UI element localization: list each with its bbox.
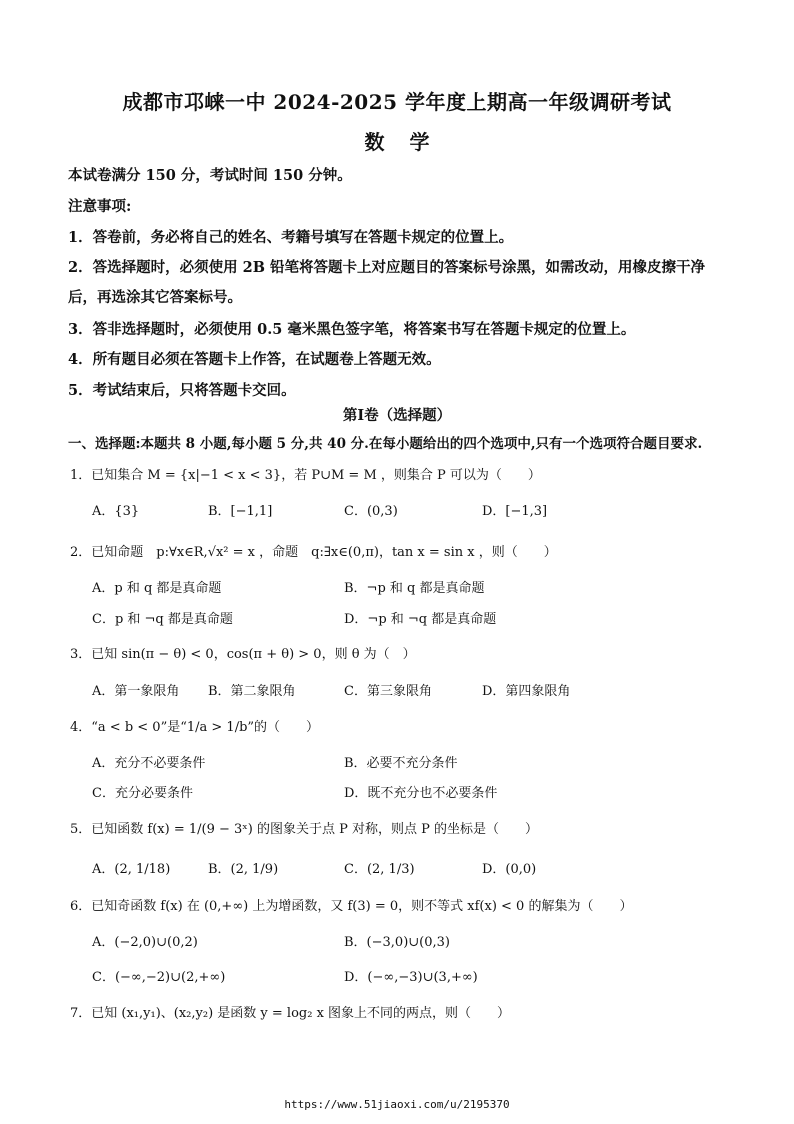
option-a: A．第一象限角: [92, 684, 180, 699]
option-a: A．{3}: [92, 504, 140, 519]
question-stem: 7．已知 (x₁,y₁)、(x₂,y₂) 是函数 y = log₂ x 图象上不同的两点，则（ ）: [70, 1006, 511, 1021]
option-d: D．¬p 和 ¬q 都是真命题: [344, 612, 497, 627]
option-b: B．[−1,1]: [208, 504, 273, 519]
option-b: B．第二象限角: [208, 684, 296, 699]
option-a: A．充分不必要条件: [92, 756, 206, 771]
option-c: C．第三象限角: [344, 684, 432, 699]
question-stem: 6．已知奇函数 f(x) 在 (0,+∞) 上为增函数，又 f(3) = 0，则不等式 xf(x) < 0 的解集为（ ）: [70, 899, 633, 914]
option-b: B．必要不充分条件: [344, 756, 458, 771]
question-stem: 1．已知集合 M = {x|−1 < x < 3}，若 P∪M = M ，则集合 P 可以为（ ）: [70, 468, 541, 483]
exam-title: 成都市邛崃一中 2024-2025 学年度上期高一年级调研考试: [122, 90, 672, 114]
question-stem: 4．“a < b < 0”是“1/a > 1/b”的（ ）: [70, 720, 320, 735]
notice-item: 1．答卷前，务必将自己的姓名、考籍号填写在答题卡规定的位置上。: [68, 229, 514, 246]
section-description: 一、选择题:本题共 8 小题,每小题 5 分,共 40 分.在每小题给出的四个选项中,只有一个选项符合题目要求.: [68, 436, 703, 452]
score-time-note: 本试卷满分 150 分，考试时间 150 分钟。: [68, 167, 352, 184]
option-c: C．充分必要条件: [92, 786, 193, 801]
footer-url[interactable]: https://www.51jiaoxi.com/u/2195370: [284, 1098, 510, 1111]
option-b: B．¬p 和 q 都是真命题: [344, 581, 485, 596]
question-stem: 2．已知命题 p:∀x∈R,√x² = x ，命题 q:∃x∈(0,π)，tan x = sin x ，则（ ）: [70, 545, 557, 560]
option-c: C．(−∞,−2)∪(2,+∞): [92, 970, 226, 985]
notice-heading: 注意事项:: [68, 198, 132, 215]
option-a: A．(2, 1/18): [92, 862, 171, 877]
notice-item: 3．答非选择题时，必须使用 0.5 毫米黑色签字笔，将答案书写在答题卡规定的位置上。: [68, 321, 636, 338]
notice-item: 4．所有题目必须在答题卡上作答，在试题卷上答题无效。: [68, 351, 441, 368]
option-d: D．(−∞,−3)∪(3,+∞): [344, 970, 478, 985]
option-d: D．[−1,3]: [482, 504, 548, 519]
option-a: A．p 和 q 都是真命题: [92, 581, 222, 596]
option-d: D．(0,0): [482, 862, 537, 877]
notice-item: 5．考试结束后，只将答题卡交回。: [68, 382, 296, 399]
option-c: C．(0,3): [344, 504, 398, 519]
question-stem: 5．已知函数 f(x) = 1/(9 − 3ˣ) 的图象关于点 P 对称，则点 P 的坐标是（ ）: [70, 822, 539, 837]
option-c: C．(2, 1/3): [344, 862, 415, 877]
subject-title: 数 学: [364, 130, 430, 154]
option-b: B．(2, 1/9): [208, 862, 279, 877]
option-b: B．(−3,0)∪(0,3): [344, 935, 450, 950]
question-stem: 3．已知 sin(π − θ) < 0，cos(π + θ) > 0，则 θ 为（ ）: [70, 647, 416, 662]
notice-item: 2．答选择题时，必须使用 2B 铅笔将答题卡上对应题目的答案标号涂黑，如需改动，用橡皮擦干净后，再选涂其它答案标号。: [68, 259, 706, 306]
option-c: C．p 和 ¬q 都是真命题: [92, 612, 233, 627]
option-d: D．第四象限角: [482, 684, 571, 699]
option-d: D．既不充分也不必要条件: [344, 786, 498, 801]
option-a: A．(−2,0)∪(0,2): [92, 935, 198, 950]
section-title: 第Ⅰ卷（选择题）: [342, 407, 452, 424]
